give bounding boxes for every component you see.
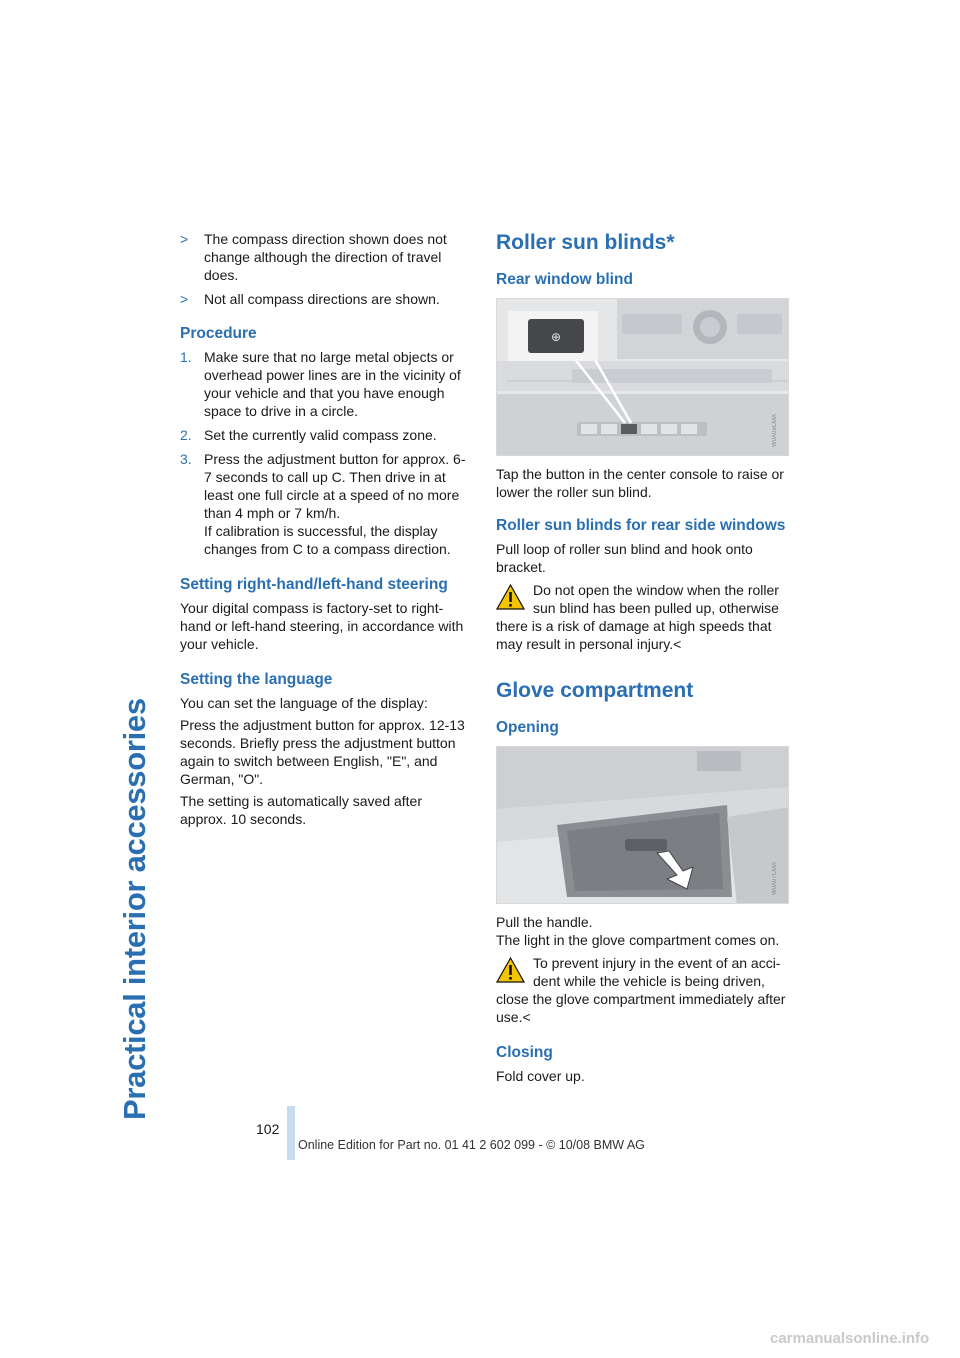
list-item: 2. Set the currently valid compass zone.: [180, 427, 437, 443]
language-autosave: The setting is automatically saved after approx. 10 seconds.: [180, 793, 423, 827]
glove-compartment-heading: Glove compartment: [496, 679, 694, 702]
bullet-marker: >: [180, 231, 189, 247]
bullet-marker: >: [180, 291, 189, 307]
footer-bar: [287, 1106, 295, 1160]
list-item: > Not all compass directions are shown.: [180, 291, 440, 307]
steering-heading: Setting right-hand/left-hand steering: [180, 576, 448, 593]
site-watermark: carmanualsonline.info: [770, 1330, 930, 1347]
page-number: 102: [256, 1121, 280, 1137]
procedure-steps: [180, 348, 470, 558]
warning-triangle-icon: [496, 584, 525, 610]
figure-code: W0A07CMA: [772, 861, 778, 895]
opening-heading: Opening: [496, 719, 559, 736]
opening-text: Pull the handle. The light in the glove compartment comes on.: [496, 914, 780, 948]
right-column: [496, 230, 789, 1091]
steering-text: Your digital compass is factory-set to right-hand or left-hand steering, in accordance with your vehicle.: [180, 600, 464, 652]
rear-blind-text: Tap the button in the center console to raise or lower the roller sun blind.: [496, 466, 784, 500]
compass-notes-list: [180, 230, 470, 308]
left-column: [180, 230, 470, 834]
procedure-heading: Procedure: [180, 325, 257, 342]
closing-text: Fold cover up.: [496, 1068, 585, 1084]
end-mark: <: [673, 636, 682, 652]
chapter-side-title: [114, 230, 154, 1120]
language-intro: You can set the language of the display:: [180, 695, 428, 711]
svg-text:⊕: ⊕: [550, 330, 562, 344]
side-window-blinds-heading: Roller sun blinds for rear side windows: [496, 517, 786, 534]
closing-heading: Closing: [496, 1044, 553, 1061]
center-console-illustration: [497, 299, 789, 456]
list-item: 3. Press the adjustment button for approx. 6-7 seconds to call up C. Then drive in at least one full circle at a speed of no more than 4 mph or 7 km/h. If calibration is successful, the display changes from C to a compass direction.: [180, 451, 466, 557]
list-item: > The compass direction shown does not change although the direction of travel does.: [180, 231, 447, 283]
warning-triangle-icon: [496, 957, 525, 983]
glove-compartment-figure: [496, 746, 789, 904]
language-heading: Setting the language: [180, 671, 333, 688]
chapter-title-text: Practical interior accessories: [117, 698, 152, 1120]
side-blind-warning: Do not open the window when the roller sun blind has been pulled up, otherwise there is a risk of damage at high speeds that may result in personal injury.<: [496, 582, 779, 652]
edition-footer: Online Edition for Part no. 01 41 2 602 099 - © 10/08 BMW AG: [298, 1138, 645, 1152]
glove-warning: To prevent injury in the event of an acci-dent while the vehicle is being driven, close the glove compartment immediately after use.<: [496, 955, 786, 1025]
end-mark: <: [522, 1009, 531, 1025]
rear-window-blind-heading: Rear window blind: [496, 271, 633, 288]
language-instructions: Press the adjustment button for approx. 12-13 seconds. Briefly press the adjustment button again to switch between English, "E", and German, "O".: [180, 717, 465, 787]
figure-code: W0A05CMA: [772, 413, 778, 447]
glove-compartment-illustration: [497, 747, 789, 904]
list-item: 1. Make sure that no large metal objects or overhead power lines are in the vicinity of your vehicle and that you have enough space to drive in a circle.: [180, 349, 461, 419]
side-blinds-text: Pull loop of roller sun blind and hook onto bracket.: [496, 541, 753, 575]
center-console-figure: [496, 298, 789, 456]
roller-blinds-heading: Roller sun blinds*: [496, 231, 675, 254]
